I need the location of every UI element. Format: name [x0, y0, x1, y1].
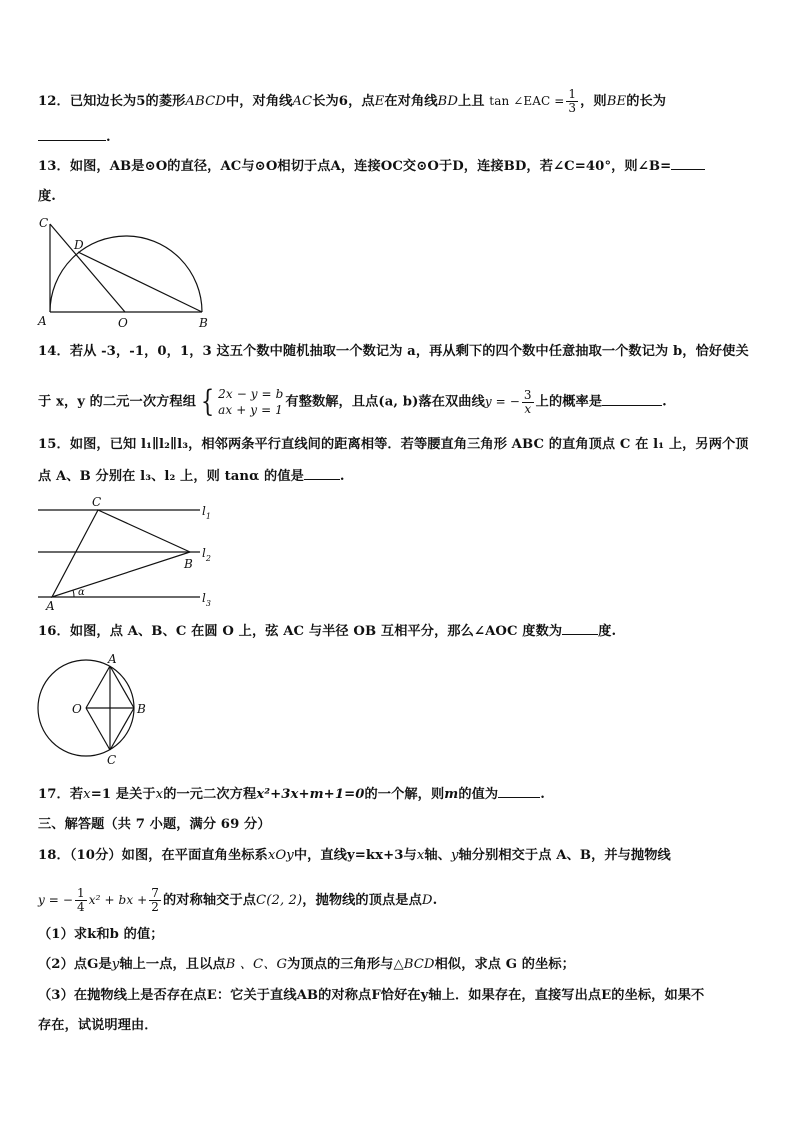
label-c: C: [107, 753, 117, 767]
label-l1: $l_1$: [202, 504, 211, 521]
section-3-title: 三、解答题（共 7 小题，满分 69 分）: [38, 817, 271, 832]
question-14-line-1: 14．若从 -3，-1，0，1，3 这五个数中随机抽取一个数记为 a，再从剩下的四个数中任意抽取一个数记为 b，恰好使关: [38, 344, 749, 359]
label-o: O: [72, 702, 82, 716]
question-16-line-1: 16．如图，点 A、B、C 在圆 O 上，弦 AC 与半径 OB 互相平分，那么∠AOC 度数为 度.: [38, 624, 617, 639]
tan-expression: tan ∠EAC =: [489, 94, 565, 108]
equation-system: { 2x − y = b ax + y = 1: [200, 384, 284, 419]
label-b: B: [184, 557, 193, 571]
answer-blank-16[interactable]: [562, 622, 598, 635]
answer-blank-14[interactable]: [602, 393, 662, 406]
question-17-line-1: 17．若x=1 是关于x的一元二次方程x²+3x+m+1=0的一个解，则m的值为 .: [38, 787, 545, 802]
answer-blank-13[interactable]: [671, 157, 705, 170]
question-18-part-3-line-2: 存在，试说明理由．: [38, 1018, 158, 1033]
question-15-line-2: 点 A、B 分别在 l₃、l₂ 上，则 tanα 的值是 .: [38, 469, 345, 484]
segment-cb: [110, 708, 134, 750]
question-12-line-1: 12．已知边长为5的菱形ABCD中，对角线AC长为6，点E在对角线BD上且 tan ∠EAC = $\frac{1}{3}$ ，则BE的长为: [38, 87, 667, 115]
question-18-line-2: y = − $\frac{1}{4}$ x² + bx + $\frac{7}{2}$ 的对称轴交于点C(2, 2)，抛物线的顶点是点D.: [38, 886, 438, 914]
question-18-part-3-line-1: （3）在抛物线上是否存在点E：它关于直线AB的对称点F恰好在y轴上．如果存在，直接写出点E的坐标，如果不: [38, 988, 705, 1003]
label-c: C: [39, 216, 49, 230]
segment-ab: [110, 666, 134, 708]
triangle-abc: [52, 510, 190, 597]
label-a: A: [46, 599, 55, 613]
label-alpha: α: [78, 587, 85, 598]
label-a: A: [108, 652, 117, 666]
label-c: C: [92, 495, 102, 509]
question-18-part-2: （2）点G是y轴上一点，且以点B 、C、G为顶点的三角形与△BCD相似，求点 G 的坐标；: [38, 957, 575, 972]
segment-bd: [78, 252, 202, 312]
label-l2: $l_2$: [202, 546, 211, 563]
question-13-line-1: 13．如图，AB是⊙O的直径，AC与⊙O相切于点A，连接OC交⊙O于D，连接BD，若∠C=40°，则∠B=: [38, 157, 705, 176]
label-l3: $l_3$: [202, 591, 211, 608]
fraction-one-fourth: $\frac{1}{4}$: [77, 886, 85, 914]
figure-16-circle: [30, 648, 170, 768]
question-15-line-1: 15．如图，已知 l₁∥l₂∥l₃，相邻两条平行直线间的距离相等．若等腰直角三角形 ABC 的直角顶点 C 在 l₁ 上，另两个顶: [38, 437, 749, 452]
fraction-one-third: $\frac{1}{3}$: [568, 87, 577, 115]
angle-alpha-arc: [73, 590, 74, 597]
segment-oc: [86, 708, 110, 750]
figure-15-parallel-lines: [34, 494, 224, 614]
label-b: B: [137, 702, 146, 716]
figure-13-semicircle: [32, 212, 222, 334]
question-13-line-2: 度.: [38, 189, 56, 204]
segment-oa: [86, 666, 110, 708]
answer-blank-17[interactable]: [498, 785, 540, 798]
answer-blank-15[interactable]: [304, 467, 340, 480]
answer-blank-12[interactable]: [38, 128, 106, 141]
question-18-line-1: 18．（10分）如图，在平面直角坐标系xOy中，直线y=kx+3与x轴、y轴分别相交于点 A、B，并与抛物线: [38, 848, 671, 863]
fraction-seven-halves: $\frac{7}{2}$: [151, 886, 160, 914]
label-o: O: [118, 316, 128, 330]
label-d: D: [74, 238, 84, 252]
question-18-part-1: （1）求k和b 的值；: [38, 927, 164, 942]
label-b: B: [199, 316, 208, 330]
question-14-line-2: 于 x，y 的二元一次方程组 { 2x − y = b ax + y = 1 有整数解，且点(a, b)落在双曲线y = − $\frac{3}{x}$ 上的概率是 .: [38, 384, 667, 419]
fraction-three-over-x: $\frac{3}{x}$: [523, 387, 532, 416]
label-a: A: [38, 314, 47, 328]
question-12-line-2: .: [38, 128, 111, 147]
